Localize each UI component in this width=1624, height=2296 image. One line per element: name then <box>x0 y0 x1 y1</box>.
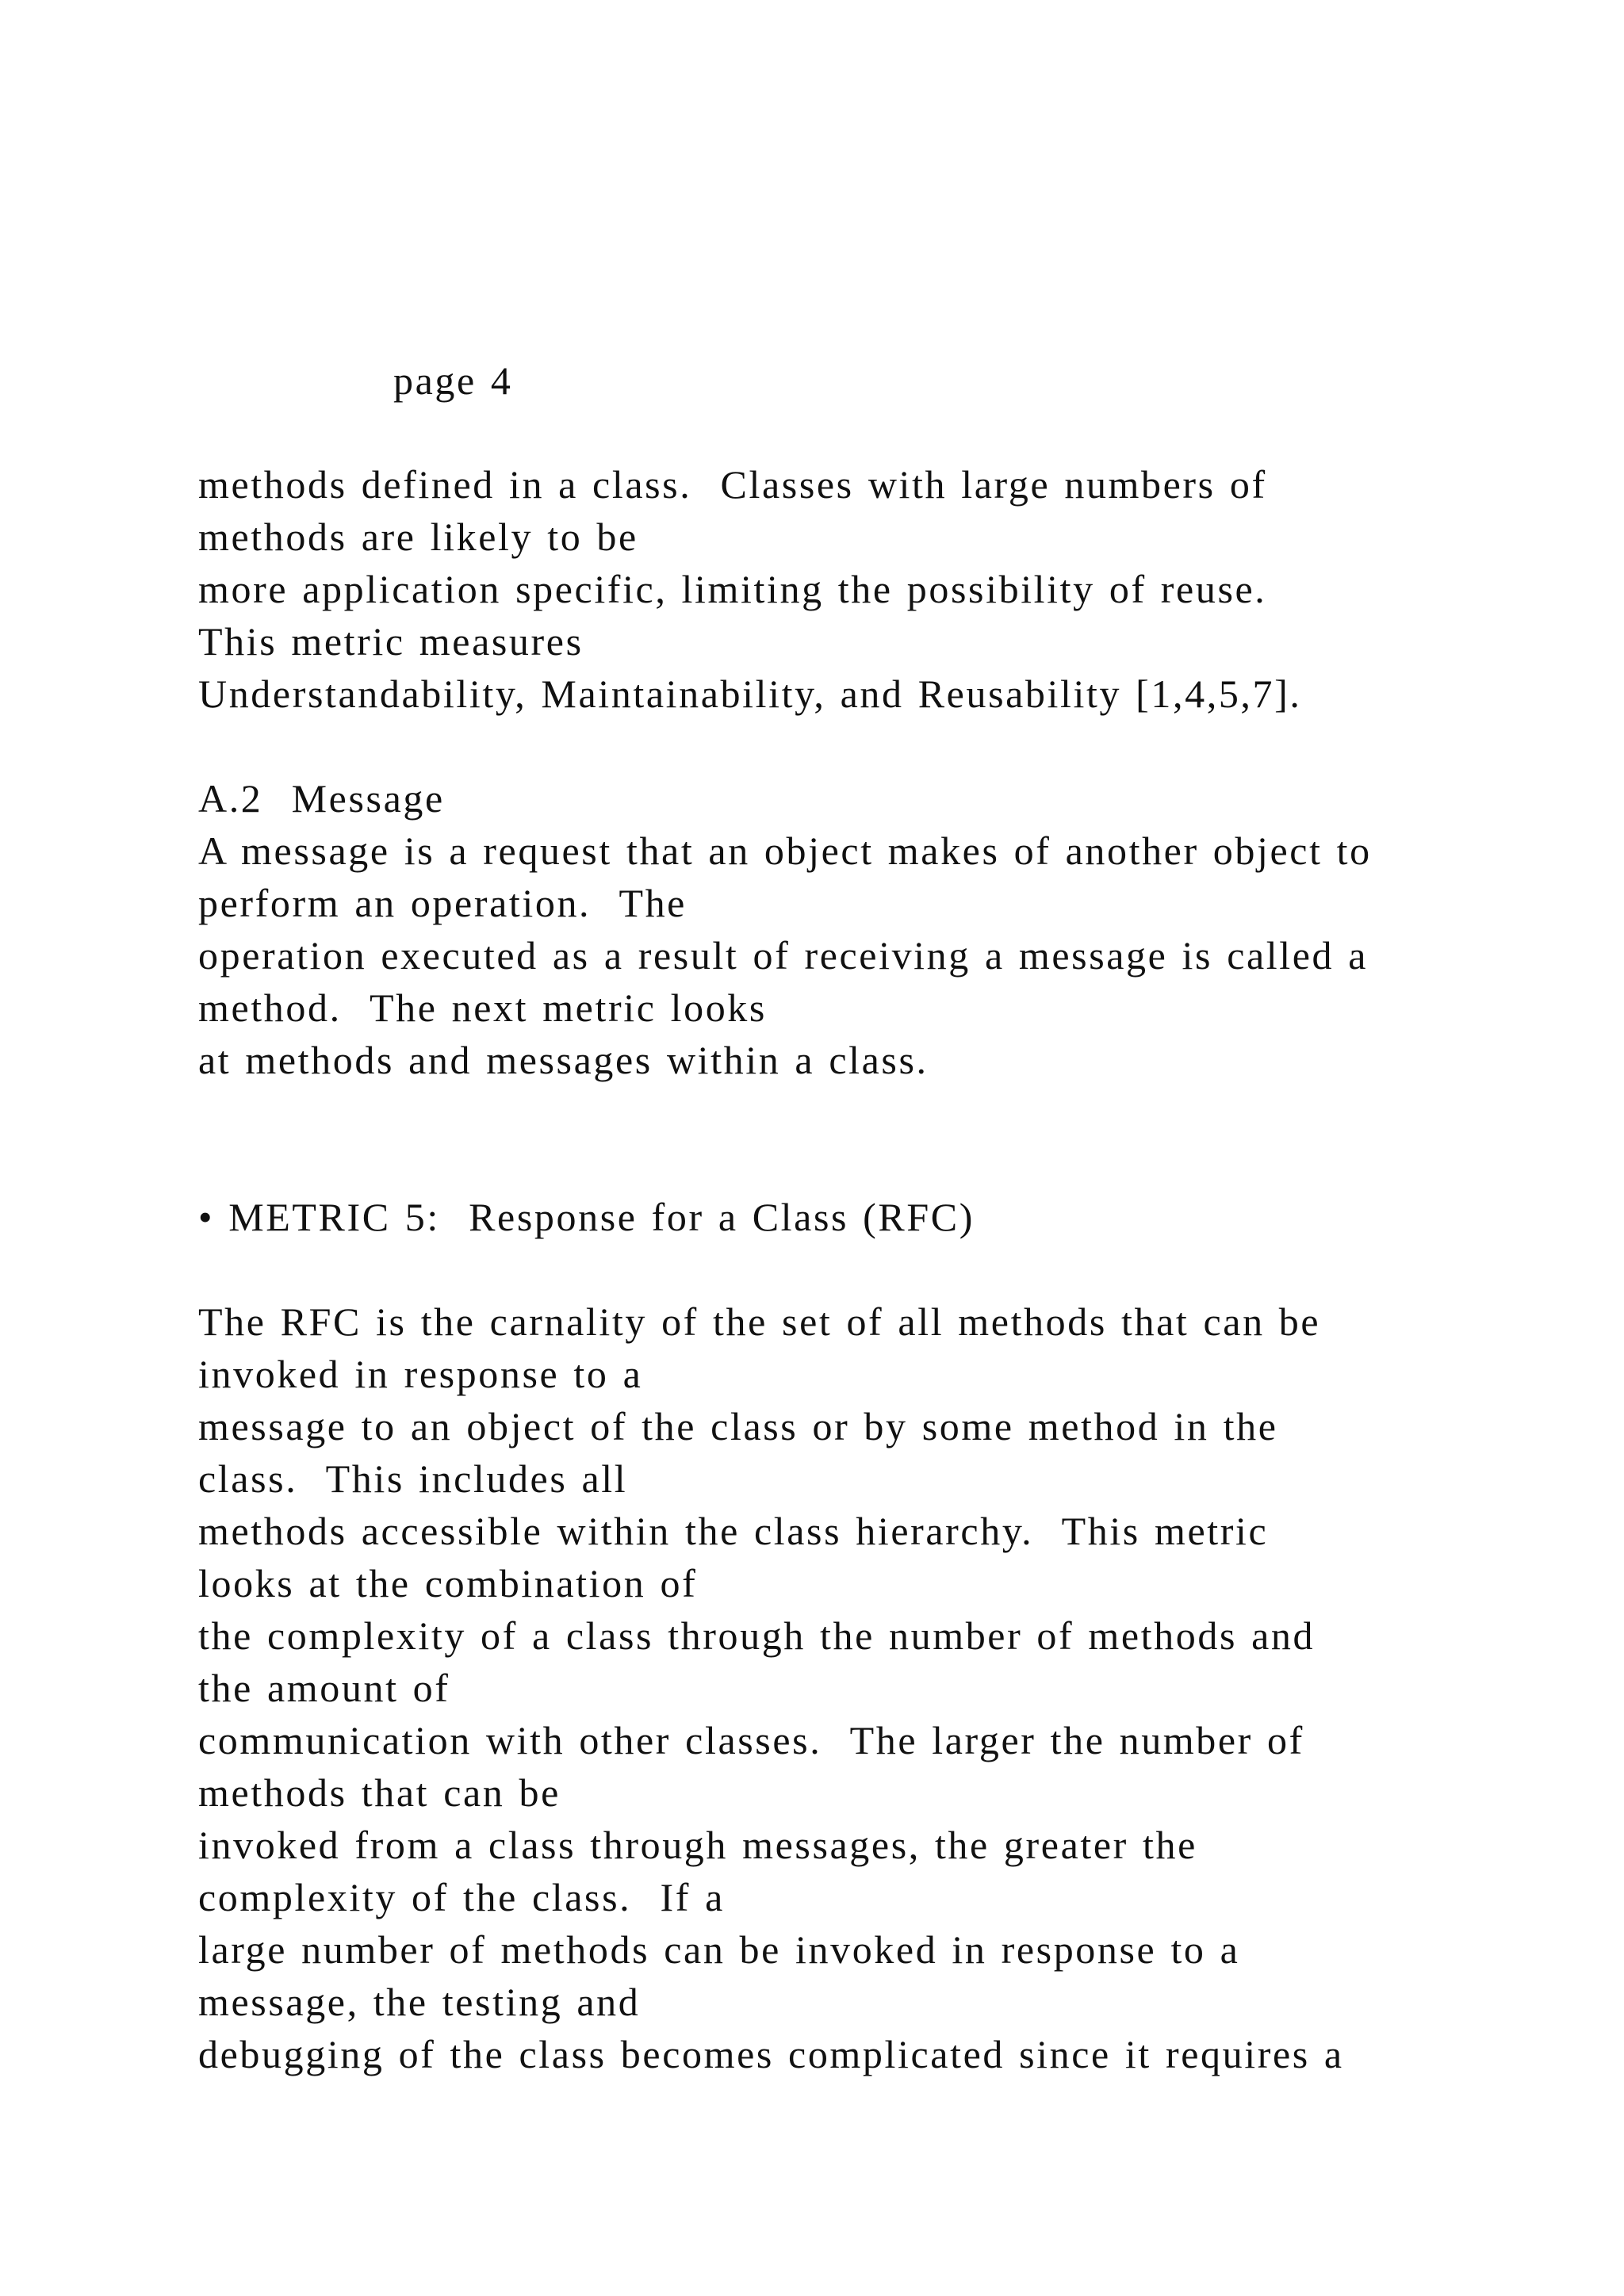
body-line: This metric measures <box>198 619 584 664</box>
body-line: methods are likely to be <box>198 515 638 559</box>
body-line: complexity of the class. If a <box>198 1875 725 1919</box>
body-line: methods defined in a class. Classes with large numbers of <box>198 462 1267 507</box>
body-line: more application specific, limiting the possibility of reuse. <box>198 567 1267 611</box>
body-line: message to an object of the class or by some method in the <box>198 1404 1278 1448</box>
body-line: at methods and messages within a class. <box>198 1038 929 1082</box>
page-number: page 4 <box>393 358 513 403</box>
body-line: Understandability, Maintainability, and Reusability [1,4,5,7]. <box>198 672 1302 716</box>
body-line: class. This includes all <box>198 1456 628 1501</box>
body-line: methods that can be <box>198 1770 561 1815</box>
body-line: the amount of <box>198 1666 450 1710</box>
body-line: invoked in response to a <box>198 1352 643 1396</box>
body-line: The RFC is the carnality of the set of all methods that can be <box>198 1299 1321 1344</box>
body-line: invoked from a class through messages, the greater the <box>198 1823 1197 1867</box>
body-line: method. The next metric looks <box>198 985 767 1030</box>
metric-heading: • METRIC 5: Response for a Class (RFC) <box>198 1195 975 1239</box>
body-line: A message is a request that an object makes of another object to <box>198 828 1372 873</box>
body-line: operation executed as a result of receiving a message is called a <box>198 933 1369 978</box>
body-line: looks at the combination of <box>198 1561 698 1605</box>
section-heading: A.2 Message <box>198 776 445 821</box>
body-line: perform an operation. The <box>198 881 687 925</box>
body-line: message, the testing and <box>198 1980 641 2024</box>
body-line: methods accessible within the class hierarchy. This metric <box>198 1509 1269 1553</box>
body-line: debugging of the class becomes complicated since it requires a <box>198 2032 1344 2076</box>
body-line: large number of methods can be invoked in response to a <box>198 1927 1240 1972</box>
body-line: communication with other classes. The larger the number of <box>198 1718 1304 1762</box>
body-line: the complexity of a class through the number of methods and <box>198 1613 1316 1658</box>
